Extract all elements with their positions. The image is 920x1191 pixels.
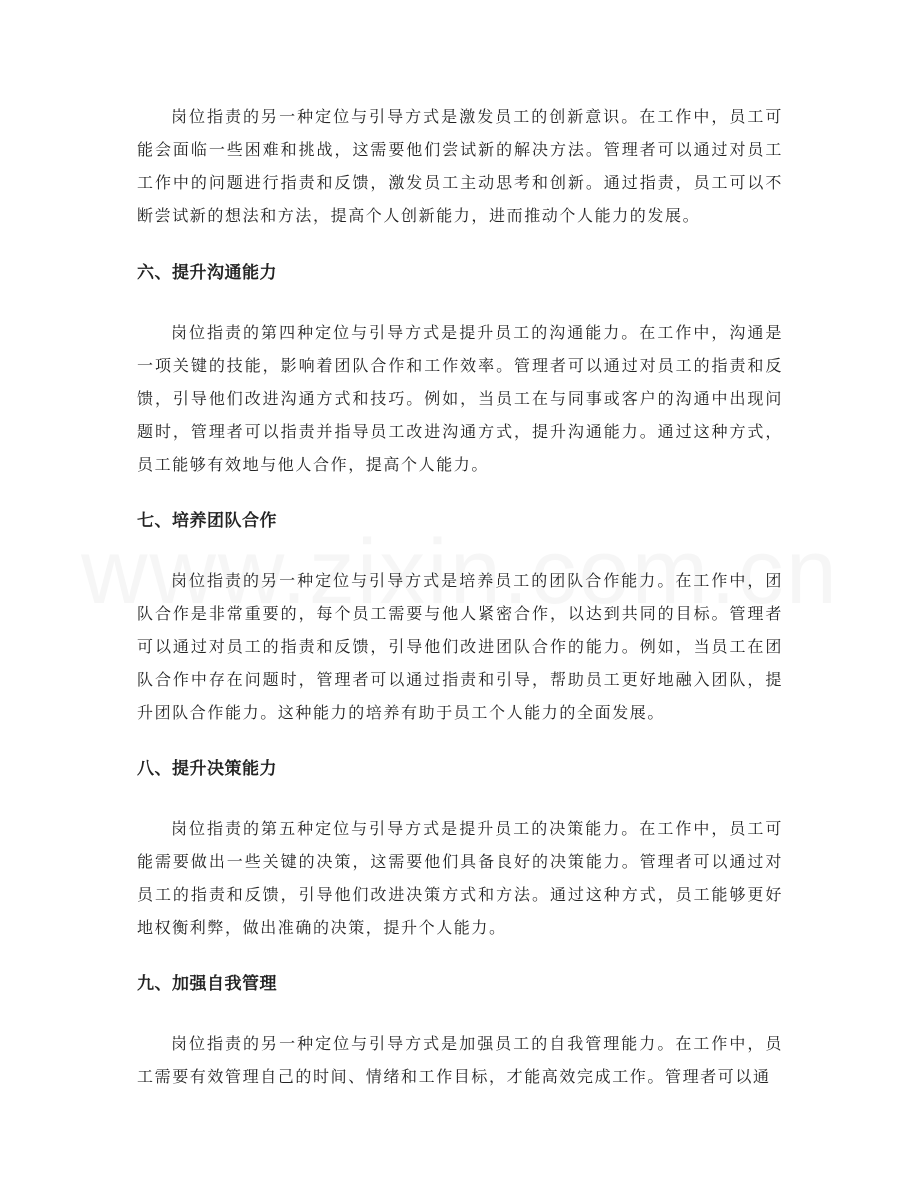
paragraph-section-8: 岗位指责的第五种定位与引导方式是提升员工的决策能力。在工作中，员工可能需要做出一些关键的决策，这需要他们具备良好的决策能力。管理者可以通过对员工的指责和反馈，引导他们改进决策方式和方法。通过这种方式，员工能够更好地权衡利弊，做出准确的决策，提升个人能力。: [137, 819, 783, 937]
section-heading-9: 九、加强自我管理: [137, 974, 277, 994]
paragraph-section-6: 岗位指责的第四种定位与引导方式是提升员工的沟通能力。在工作中，沟通是一项关键的技能，影响着团队合作和工作效率。管理者可以通过对员工的指责和反馈，引导他们改进沟通方式和技巧。例如，当员工在与同事或客户的沟通中出现问题时，管理者可以指责并指导员工改进沟通方式，提升沟通能力。通过这种方式，员工能够有效地与他人合作，提高个人能力。: [137, 323, 783, 474]
section-heading-6: 六、提升沟通能力: [137, 263, 277, 283]
paragraph-section-7: 岗位指责的另一种定位与引导方式是培养员工的团队合作能力。在工作中，团队合作是非常重要的，每个员工需要与他人紧密合作，以达到共同的目标。管理者可以通过对员工的指责和反馈，引导他们改进团队合作的能力。例如，当员工在团队合作中存在问题时，管理者可以通过指责和引导，帮助员工更好地融入团队，提升团队合作能力。这种能力的培养有助于员工个人能力的全面发展。: [137, 571, 783, 722]
paragraph-section-9: 岗位指责的另一种定位与引导方式是加强员工的自我管理能力。在工作中，员工需要有效管理自己的时间、情绪和工作目标，才能高效完成工作。管理者可以通: [137, 1034, 783, 1086]
section-heading-7: 七、培养团队合作: [137, 511, 277, 531]
paragraph-intro: 岗位指责的另一种定位与引导方式是激发员工的创新意识。在工作中，员工可能会面临一些困难和挑战，这需要他们尝试新的解决方法。管理者可以通过对员工工作中的问题进行指责和反馈，激发员工主动思考和创新。通过指责，员工可以不断尝试新的想法和方法，提高个人创新能力，进而推动个人能力的发展。: [137, 107, 783, 225]
section-heading-8: 八、提升决策能力: [137, 759, 277, 779]
document-body: [137, 100, 783, 1093]
